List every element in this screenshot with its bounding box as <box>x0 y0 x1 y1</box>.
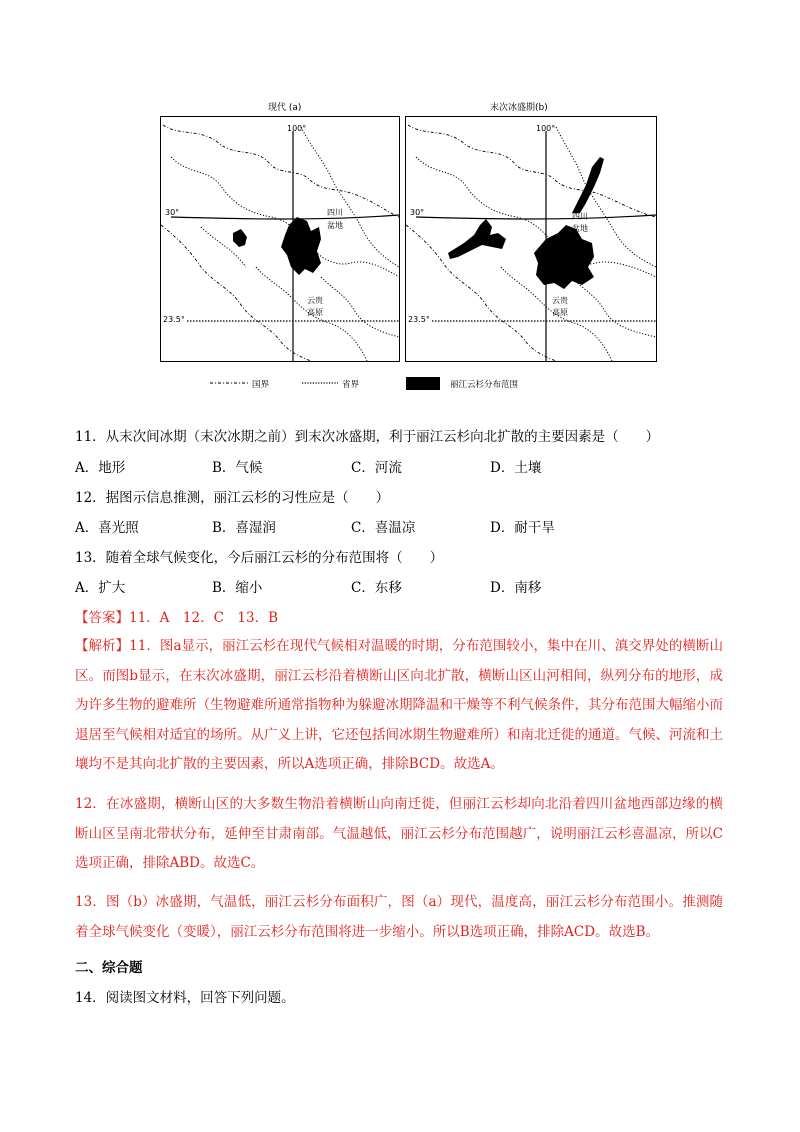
map-b-basin-label-2: 盆地 <box>572 224 588 233</box>
map-b-spruce-main <box>534 225 594 289</box>
legend-national-border: 国界 <box>252 380 270 390</box>
answer-line: 【答案】11．A 12．C 13．B <box>75 610 279 626</box>
map-a-title: 现代 (a) <box>268 103 302 113</box>
map-b-plateau-label-2: 高原 <box>552 308 568 317</box>
legend-spruce-range: 丽江云杉分布范围 <box>450 380 519 390</box>
map-figure <box>160 100 660 400</box>
provincial-border-swatch <box>302 381 338 385</box>
map-b-plateau-label-1: 云贵 <box>552 296 568 305</box>
map-a-spruce-west <box>233 229 247 247</box>
question-11-option-a: A．地形 <box>75 460 126 476</box>
question-12-option-b: B．喜湿润 <box>212 520 276 536</box>
map-b-basin-label-1: 四川 <box>572 212 588 221</box>
map-b-lat30-label: 30° <box>410 208 425 217</box>
map-a-lon-label: 100° <box>287 124 307 133</box>
map-b-title: 末次冰盛期(b) <box>490 103 548 113</box>
question-13-option-a: A．扩大 <box>75 580 126 596</box>
question-13-stem: 13．随着全球气候变化，今后丽江云杉的分布范围将（ ） <box>75 550 444 566</box>
question-13-option-b: B．缩小 <box>212 580 263 596</box>
question-11-stem: 11．从末次间冰期（末次冰期之前）到末次冰盛期，利于丽江云杉向北扩散的主要因素是（ ） <box>75 429 660 445</box>
map-b-canvas <box>406 117 656 361</box>
question-12-option-a: A．喜光照 <box>75 520 139 536</box>
map-b-spruce-north <box>572 157 604 213</box>
analysis-q12: 12．在冰盛期，横断山区的大多数生物沿着横断山向南迁徙，但丽江云杉却向北沿着四川盆地西部边缘的横断山区呈南北带状分布，延伸至甘肃南部。气温越低，丽江云杉分布范围越广，说明丽江云杉喜温凉，所以C选项正确，排除ABD。故选C。 <box>75 796 723 871</box>
map-b <box>405 116 657 362</box>
analysis-q13: 13．图（b）冰盛期，气温低，丽江云杉分布面积广，图（a）现代，温度高，丽江云杉分布范围小。推测随着全球气候变化（变暖），丽江云杉分布范围将进一步缩小。所以B选项正确，排除ACD。故选B。 <box>75 894 723 940</box>
map-a-lat235-label: 23.5° <box>163 315 185 324</box>
question-12-stem: 12．据图示信息推测，丽江云杉的习性应是（ ） <box>75 490 390 506</box>
analysis-q11: 【解析】11．图a显示，丽江云杉在现代气候相对温暖的时期，分布范围较小，集中在川、滇交界处的横断山区。而图b显示，在末次冰盛期，丽江云杉沿着横断山区向北扩散，横断山区山河相间，纵列分布的地形，成为许多生物的避难所（生物避难所通常指物种为躲避冰期降温和干燥等不利气候条件，其分布范围大幅缩小而退居至气候相对适宜的场所。从广义上讲，它还包括间冰期生物避难所）和南北迁徙的通道。气候、河流和土壤均不是其向北扩散的主要因素，所以A选项正确，排除BCD。故选A。 <box>75 638 723 772</box>
map-a <box>160 116 400 362</box>
question-12-option-c: C．喜温凉 <box>351 520 416 536</box>
map-legend <box>210 376 570 392</box>
question-11-option-c: C．河流 <box>351 460 402 476</box>
map-a-spruce-main <box>281 217 321 275</box>
map-a-basin-label-1: 四川 <box>327 208 343 217</box>
map-a-canvas <box>161 117 399 361</box>
map-a-basin-label-2: 盆地 <box>327 221 343 230</box>
question-13-option-d: D．南移 <box>490 580 542 596</box>
question-11-option-d: D．土壤 <box>490 460 542 476</box>
question-14-stem: 14．阅读图文材料，回答下列问题。 <box>75 990 295 1006</box>
national-border-swatch <box>210 381 248 385</box>
map-a-lat30-label: 30° <box>165 208 180 217</box>
spruce-range-swatch <box>406 377 440 390</box>
map-b-lat235-label: 23.5° <box>408 315 430 324</box>
map-b-lon-label: 100° <box>536 124 556 133</box>
map-a-plateau-label-2: 高原 <box>307 308 323 317</box>
question-13-option-c: C．东移 <box>351 580 402 596</box>
map-b-spruce-west <box>448 219 506 259</box>
question-12-option-d: D．耐干旱 <box>490 520 555 536</box>
question-11-option-b: B．气候 <box>212 460 263 476</box>
map-a-plateau-label-1: 云贵 <box>307 296 323 305</box>
legend-provincial-border: 省界 <box>342 380 360 390</box>
section-heading: 二、综合题 <box>75 960 143 976</box>
